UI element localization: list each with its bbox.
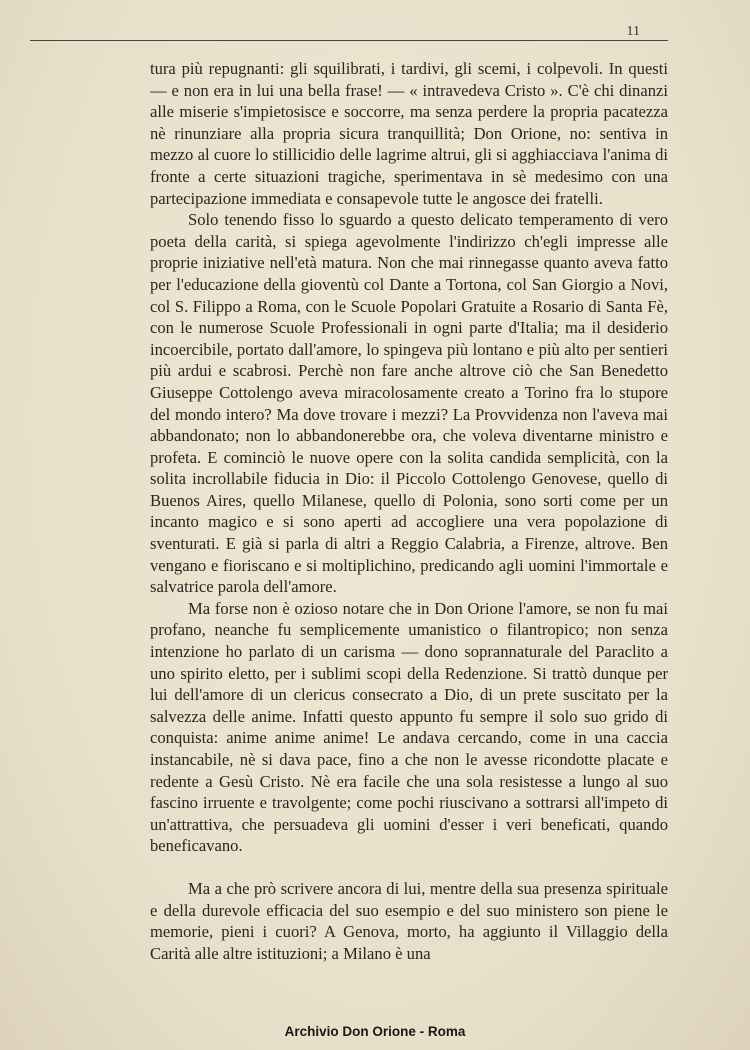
page-number: 11 [626, 24, 640, 39]
header-rule [30, 40, 668, 41]
body-text [150, 58, 668, 964]
paragraph-1: tura più repugnanti: gli squilibrati, i tardivi, gli scemi, i colpevoli. In questi — e non era in lui una bella frase! — « intravedeva Cristo ». C'è chi dinanzi alle miserie s'impietosisce e soccorre, ma senza perdere la propria pacatezza nè rinunziare alla propria sicura tranquillità; Don Orione, no: sentiva in mezzo al cuore lo stillicidio delle lagrime altrui, gli si agghiacciava l'anima di fronte a certe situazioni tragiche, sperimentava in sè medesimo con una partecipazione immediata e consapevole tutte le angosce dei fratelli. [150, 59, 668, 208]
archive-footer: Archivio Don Orione - Roma [284, 1024, 466, 1039]
paragraph-3: Ma forse non è ozioso notare che in Don Orione l'amore, se non fu mai profano, neanche fu semplicemente umanistico o filantropico; non senza intenzione ho parlato di un carisma — dono soprannaturale del Paraclito a uno spirito eletto, per i sublimi scopi della Redenzione. Si trattò dunque per lui dell'amore di un clericus consecrato a Dio, di un prete suscitato per la salvezza delle anime. Infatti questo appunto fu sempre il solo suo grido di conquista: anime anime anime! Le andava cercando, come in una caccia instancabile, nè si dava pace, fino a che non le avesse ricondotte placate e redente a Gesù Cristo. Nè era facile che una sola resistesse a lungo al suo fascino irruente e travolgente; come pochi riuscivano a sottrarsi all'impeto di un'attrattiva, che persuadeva gli uomini d'esser i veri beneficati, quando beneficavano. [150, 598, 668, 856]
paragraph-2: Solo tenendo fisso lo sguardo a questo delicato temperamento di vero poeta della carità, si spiega agevolmente l'indirizzo ch'egli impresse alle proprie iniziative nell'età matura. Non che mai rinnegasse quanto aveva fatto per l'educazione della gioventù col Dante a Tortona, col San Giorgio a Novi, col S. Filippo a Roma, con le Scuole Popolari Gratuite a Rosario di Santa Fè, con le numerose Scuole Professionali in ogni parte d'Italia; ma il desiderio incoercibile, portato dall'amore, lo spingeva più lontano e più alto per sentieri più ardui e scabrosi. Perchè non fare anche altrove ciò che San Benedetto Giuseppe Cottolengo aveva miracolosamente creato a Torino fra lo stupore del mondo intero? Ma dove trovare i mezzi? La Provvidenza non l'aveva mai abbandonato; non lo abbandonerebbe ora, che voleva diventarne ministro e profeta. E cominciò le nuove opere con la solita candida semplicità, con la solita incrollabile fiducia in Dio: il Piccolo Cottolengo Genovese, quello di Buenos Aires, quello Milanese, quello di Polonia, sono sorti come per un incanto magico e si sono aperti ad accogliere una vera popolazione di sventurati. E già si parla di altri a Reggio Calabria, a Firenze, altrove. Ben vengano e fioriscano e si moltiplichino, predicando agli uomini l'immortale e salvatrice parola dell'amore. [150, 210, 668, 597]
paragraph-4: Ma a che prò scrivere ancora di lui, mentre della sua presenza spirituale e della durevole efficacia del suo esempio e del suo ministero son piene le memorie, pieni i cuori? A Genova, morto, ha aggiunto il Villaggio della Carità alle altre istituzioni; a Milano è una [150, 878, 668, 963]
